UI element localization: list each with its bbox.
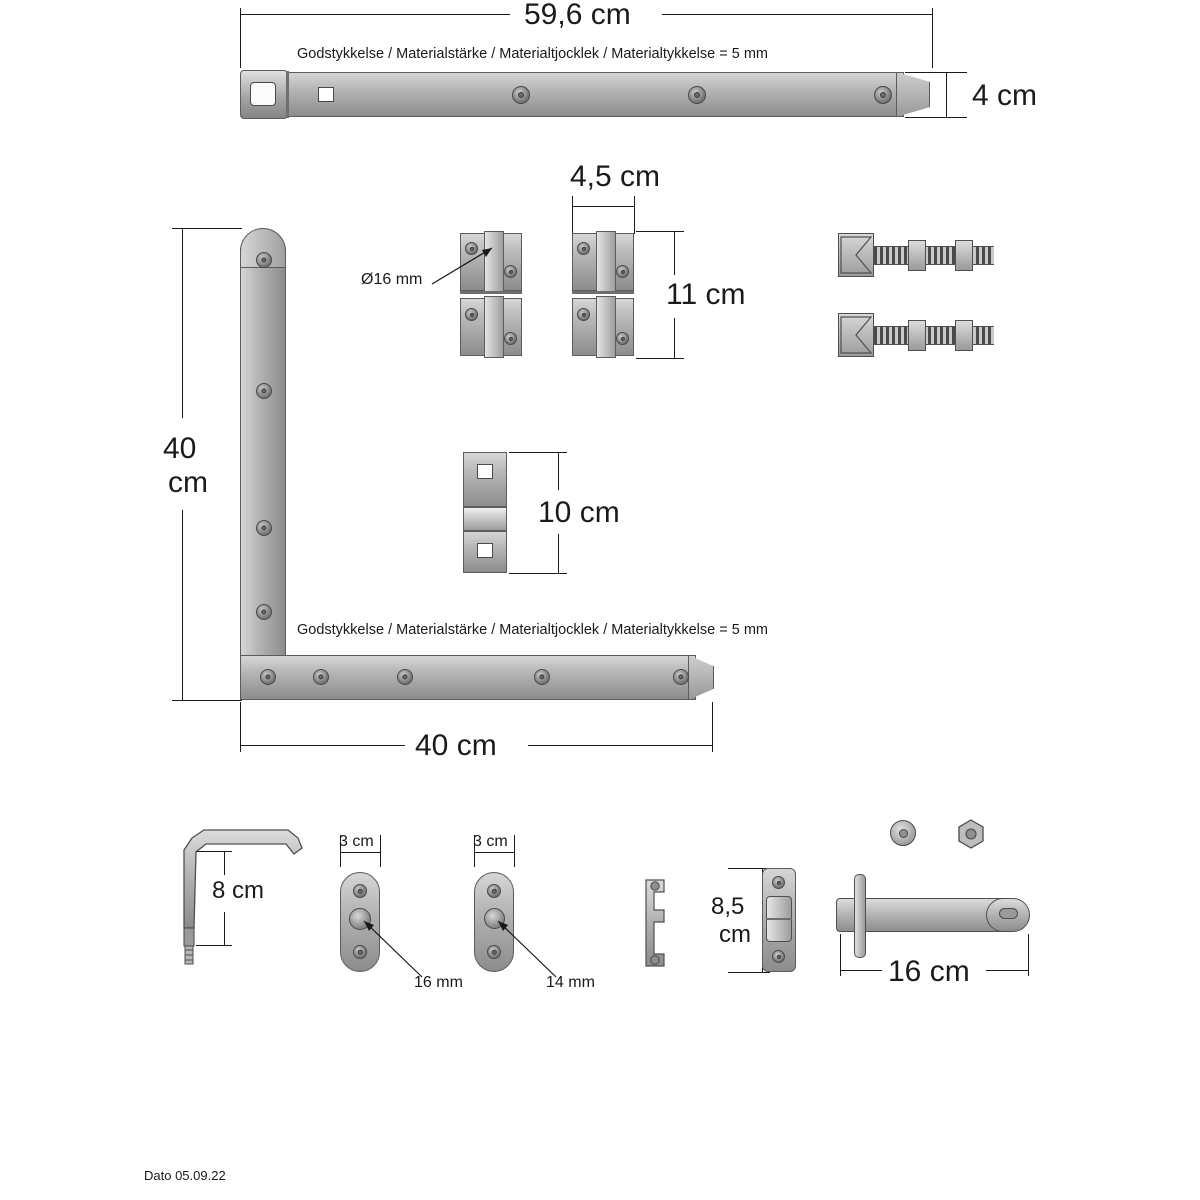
carriage-bolt-lower-head-detail	[838, 313, 874, 357]
bracket-hole-horizontal	[673, 669, 689, 685]
dim-tick	[757, 972, 768, 973]
hinge-plate-hole	[577, 308, 590, 321]
hinge-plate-left-seam	[460, 291, 522, 294]
corner-bracket-vertical-leg	[240, 248, 286, 700]
note-material-thickness-top: Godstykkelse / Materialstärke / Materialtjocklek / Materialtykkelse = 5 mm	[297, 46, 768, 62]
strap-hole	[512, 86, 530, 104]
hinge-plate-left-lower-knuckle	[484, 296, 504, 358]
dimline-plate16-width	[340, 852, 380, 853]
carriage-bolt-lower-nut-1	[908, 320, 926, 351]
knuckle-square-hole	[250, 82, 276, 106]
small-plate-upper	[463, 452, 507, 507]
small-plate-square-hole	[477, 464, 493, 479]
dim-tick	[941, 72, 952, 73]
dim-tick	[240, 9, 241, 20]
dim-tick	[669, 358, 680, 359]
bracket-hole-vertical	[256, 520, 272, 536]
dim-tick	[941, 117, 952, 118]
bracket-hole-vertical	[256, 383, 272, 399]
footer-date: Dato 05.09.22	[144, 1168, 226, 1183]
dimline-bracket-height-upper	[182, 228, 183, 418]
hinge-plate-right-seam	[572, 291, 634, 294]
dim-tick	[669, 231, 680, 232]
dim-tick	[553, 452, 564, 453]
hinge-plate-right-upper-knuckle	[596, 231, 616, 293]
note-16mm: 16 mm	[414, 974, 463, 991]
hinge-plate-hole	[465, 308, 478, 321]
knuckle-seam	[286, 71, 289, 118]
carriage-bolt-upper-head-detail	[838, 233, 874, 277]
dimline-bracket-length-right	[528, 745, 712, 746]
leader-14mm	[492, 915, 562, 983]
pin-bolt-pin	[854, 874, 866, 958]
dim-bracket-length: 40 cm	[415, 729, 497, 762]
note-14mm: 14 mm	[546, 974, 595, 991]
dimline-strap-height	[946, 72, 947, 117]
hinge-plate-hole	[616, 332, 629, 345]
carriage-bolt-lower-nut-2	[955, 320, 973, 351]
long-strap-hinge-taper	[896, 72, 930, 117]
dim-tick	[514, 847, 515, 858]
dim-tick	[553, 573, 564, 574]
carriage-bolt-lower-shank	[874, 326, 994, 345]
strap-square-hole	[318, 87, 334, 102]
plate16-small-hole-top	[353, 884, 367, 898]
dim-small-plate-height: 10 cm	[538, 496, 620, 529]
dim-tick	[1028, 965, 1029, 976]
dim-plate16-width: 3 cm	[339, 833, 374, 850]
dim-pin-length: 16 cm	[888, 955, 970, 988]
small-plate-barrel	[463, 507, 507, 531]
dimline-strap-length-left	[240, 14, 510, 15]
dim-tick	[712, 740, 713, 751]
dimline-plate14-width	[474, 852, 514, 853]
hinge-plate-hole	[616, 265, 629, 278]
dim-strap-height: 4 cm	[972, 79, 1038, 112]
ext-line-strap-top	[905, 72, 967, 73]
hinge-plate-hole	[577, 242, 590, 255]
dimline-pin-length-right	[986, 970, 1028, 971]
washer-bore	[899, 829, 908, 838]
note-hole-diameter: Ø16 mm	[361, 271, 423, 288]
latch-keeper-hole	[772, 876, 785, 889]
dim-tick	[380, 847, 381, 858]
note-material-thickness-bottom: Godstykkelse / Materialstärke / Materialtjocklek / Materialtykkelse = 5 mm	[297, 622, 768, 638]
long-strap-hinge-body	[284, 72, 904, 117]
dimline-bracket-length-left	[240, 745, 405, 746]
dim-tick	[240, 740, 241, 751]
dimline-plate-height-upper	[674, 231, 675, 275]
hinge-plate-right-lower-knuckle	[596, 296, 616, 358]
hinge-plate-hole	[504, 332, 517, 345]
dim-bracket-height-line1: 40	[163, 432, 197, 465]
dimline-pin-length-left	[840, 970, 882, 971]
dim-strap-length: 59,6 cm	[524, 0, 631, 31]
dim-plate-width: 4,5 cm	[570, 160, 661, 193]
bracket-hole-horizontal	[313, 669, 329, 685]
dim-latch-height-line1: 8,5	[711, 893, 745, 920]
bracket-hole-vertical	[256, 604, 272, 620]
bracket-hole-horizontal	[534, 669, 550, 685]
dimline-strap-length-right	[662, 14, 932, 15]
dim-plate14-width: 3 cm	[473, 833, 508, 850]
dim-tick	[840, 965, 841, 976]
dim-tick	[572, 201, 573, 212]
bracket-hole-vertical	[256, 252, 272, 268]
dim-tick	[634, 201, 635, 212]
dimline-bracket-height-lower	[182, 510, 183, 700]
ext-line-strap-bottom	[905, 117, 967, 118]
dim-bracket-height-line2: cm	[168, 466, 208, 499]
dimline-small-plate-height-lower	[558, 534, 559, 573]
dim-tick	[219, 851, 230, 852]
bracket-hole-horizontal	[260, 669, 276, 685]
leader-16mm	[358, 915, 428, 983]
small-plate-square-hole	[477, 543, 493, 558]
bracket-hole-horizontal	[397, 669, 413, 685]
corner-bracket-horizontal-leg	[240, 655, 696, 700]
plate14-small-hole-top	[487, 884, 501, 898]
dim-tick	[177, 228, 188, 229]
hex-nut	[955, 818, 987, 850]
carriage-bolt-upper-nut-1	[908, 240, 926, 271]
dim-tick	[177, 700, 188, 701]
dim-tick	[219, 945, 230, 946]
strap-hole	[874, 86, 892, 104]
pin-bolt-slot	[999, 908, 1018, 919]
dimline-plate-height-lower	[674, 318, 675, 358]
dimline-plate-width	[572, 206, 634, 207]
small-clip	[640, 876, 680, 972]
dimline-hook-height-lower	[224, 912, 225, 945]
latch-keeper-seam	[766, 918, 792, 920]
dim-latch-height-line2: cm	[719, 921, 751, 948]
latch-keeper-hole	[772, 950, 785, 963]
dimline-hook-height-upper	[224, 851, 225, 875]
corner-bracket-horizontal-taper	[688, 655, 714, 700]
dimline-small-plate-height-upper	[558, 452, 559, 490]
dim-hook-height: 8 cm	[212, 877, 265, 904]
leader-hole-diameter	[430, 240, 500, 290]
carriage-bolt-upper-shank	[874, 246, 994, 265]
dim-plate-height: 11 cm	[666, 278, 746, 311]
carriage-bolt-upper-nut-2	[955, 240, 973, 271]
strap-hole	[688, 86, 706, 104]
hinge-plate-hole	[504, 265, 517, 278]
dim-tick	[932, 9, 933, 20]
